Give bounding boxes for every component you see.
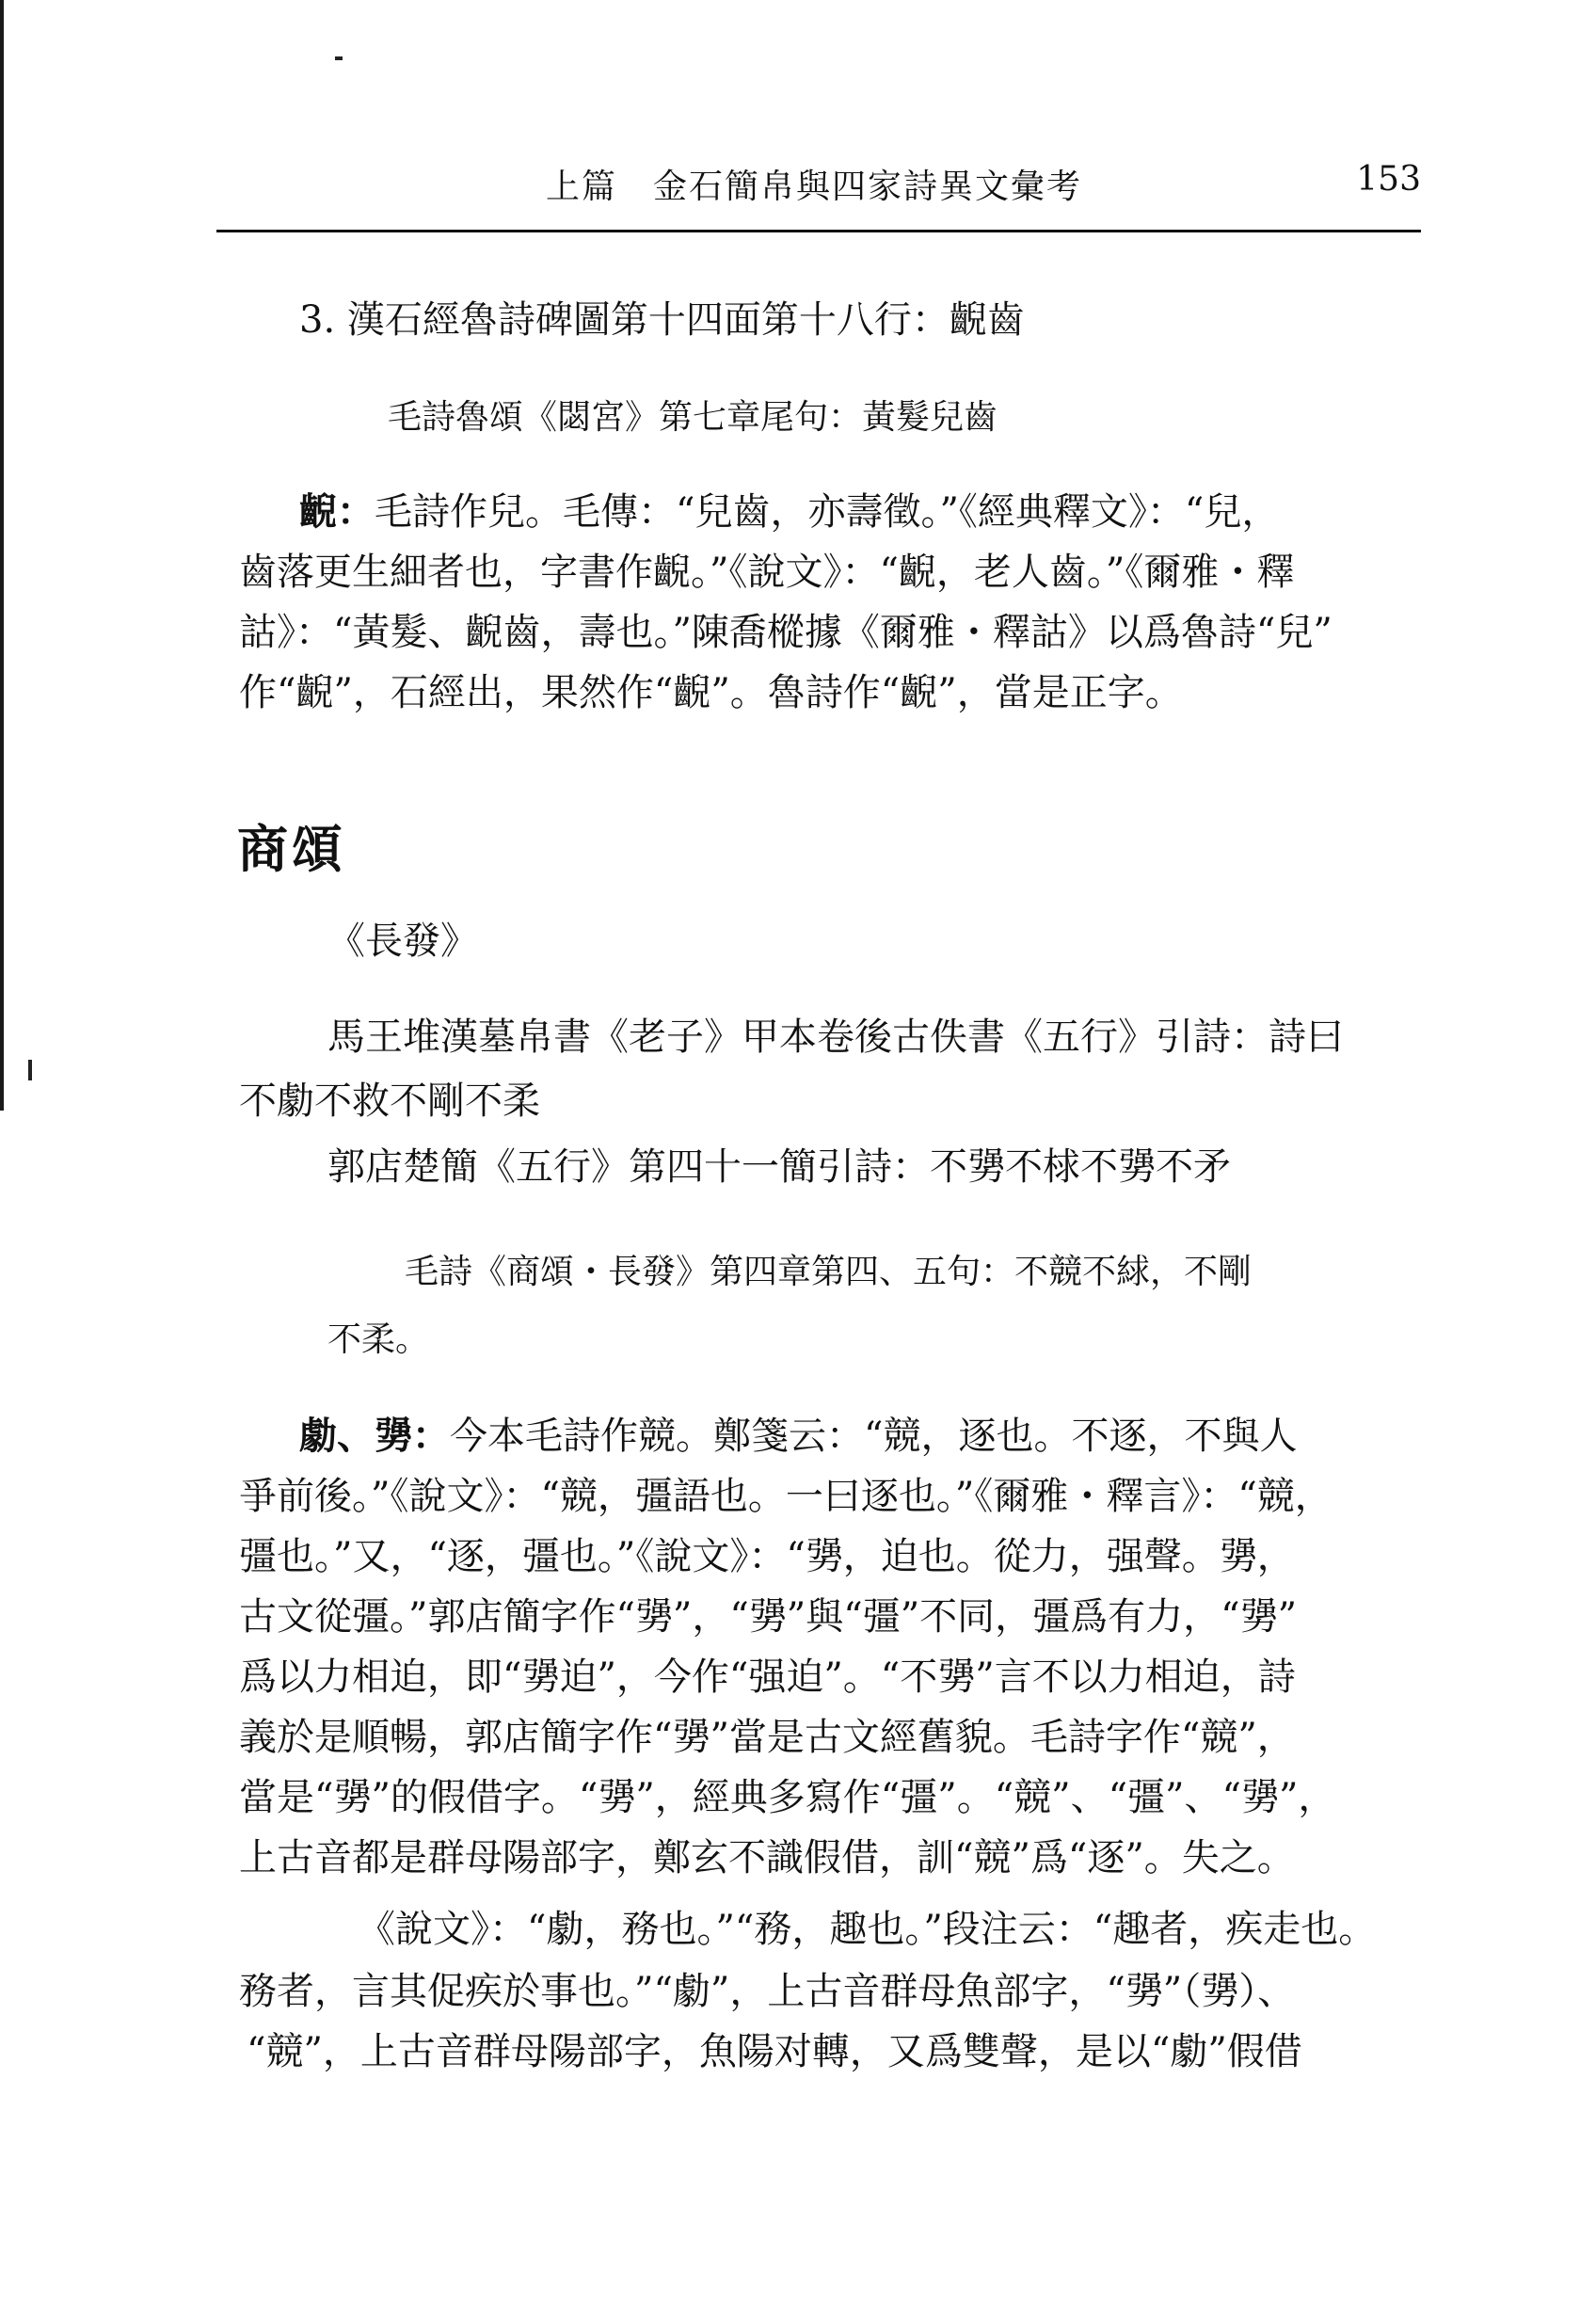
mao-shi-quote-line: 不柔。 — [327, 1320, 430, 1359]
commentary-line: 務者，言其促疾於事也。”“勮”，上古音群母魚部字，“勥”（勥）、 — [239, 1970, 1296, 2013]
header-rule — [216, 230, 1421, 232]
commentary-term: 齯： — [299, 489, 375, 534]
citation-line: 不勮不救不剛不柔 — [239, 1080, 540, 1123]
commentary-line: “競”，上古音群母陽部字，魚陽对轉，又爲雙聲，是以“勮”假借 — [247, 2030, 1302, 2073]
entry-heading-line: 3. 漢石經魯詩碑圖第十四面第十八行：齯齒 — [299, 298, 1025, 342]
running-header — [216, 160, 1421, 216]
mao-shi-quote-line: 毛詩《商頌・長發》第四章第四、五句：不競不絿，不剛 — [405, 1253, 1253, 1291]
poem-title: 《長發》 — [327, 920, 478, 963]
commentary-line: 齒落更生細者也，字書作齯。”《說文》：“齯，老人齒。”《爾雅・釋 — [239, 551, 1295, 594]
scan-speck — [335, 56, 343, 60]
commentary-line: 勮、勥：今本毛詩作競。鄭箋云：“競，逐也。不逐，不與人 — [299, 1414, 1298, 1458]
commentary-line: 爲以力相迫，即“勥迫”，今作“强迫”。“不勥”言不以力相迫，詩 — [239, 1655, 1296, 1699]
commentary-term: 勮、勥： — [299, 1414, 450, 1458]
running-header-title — [546, 160, 1082, 208]
citation-line: 郭店楚簡《五行》第四十一簡引詩：不勥不梂不勥不矛 — [327, 1145, 1231, 1189]
mao-shi-quote-line: 毛詩魯頌《閟宮》第七章尾句：黃髮兒齒 — [388, 398, 998, 437]
commentary-line: 作“齯”，石經出，果然作“齯”。魯詩作“齯”，當是正字。 — [239, 671, 1183, 714]
header-section: 上篇 — [546, 168, 618, 206]
commentary-line: 彊也。”又，“逐，彊也。”《說文》：“勥，迫也。從力，强聲。勥， — [239, 1535, 1295, 1578]
commentary-line: 古文從彊。”郭店簡字作“勥”，“勥”與“彊”不同，彊爲有力，“勥” — [239, 1595, 1298, 1639]
scan-edge-line — [0, 0, 4, 1111]
commentary-line: 《說文》：“勮，務也。”“務，趣也。”段注云：“趣者，疾走也。 — [358, 1908, 1377, 1951]
citation-line: 馬王堆漢墓帛書《老子》甲本卷後古佚書《五行》引詩：詩曰 — [327, 1016, 1344, 1059]
commentary-line: 爭前後。”《說文》：“競，彊語也。一曰逐也。”《爾雅・釋言》：“競， — [239, 1475, 1333, 1518]
section-heading: 商頌 — [237, 819, 346, 879]
page-number: 153 — [1356, 160, 1421, 199]
commentary-line: 詁》：“黃髮、齯齒，壽也。”陳喬樅據《爾雅・釋詁》以爲魯詩“兒” — [239, 611, 1333, 654]
commentary-line: 上古音都是群母陽部字，鄭玄不識假借，訓“競”爲“逐”。失之。 — [239, 1836, 1295, 1879]
scan-speck — [28, 1060, 32, 1080]
commentary-line: 齯：毛詩作兒。毛傳：“兒齒，亦壽徵。”《經典釋文》：“兒， — [299, 489, 1280, 534]
commentary-line: 當是“勥”的假借字。“勥”，經典多寫作“彊”。“競”、“彊”、“勥”， — [239, 1776, 1336, 1819]
header-book-title: 金石簡帛與四家詩異文彙考 — [653, 168, 1083, 206]
commentary-line: 義於是順暢，郭店簡字作“勥”當是古文經舊貌。毛詩字作“競”， — [239, 1716, 1295, 1759]
